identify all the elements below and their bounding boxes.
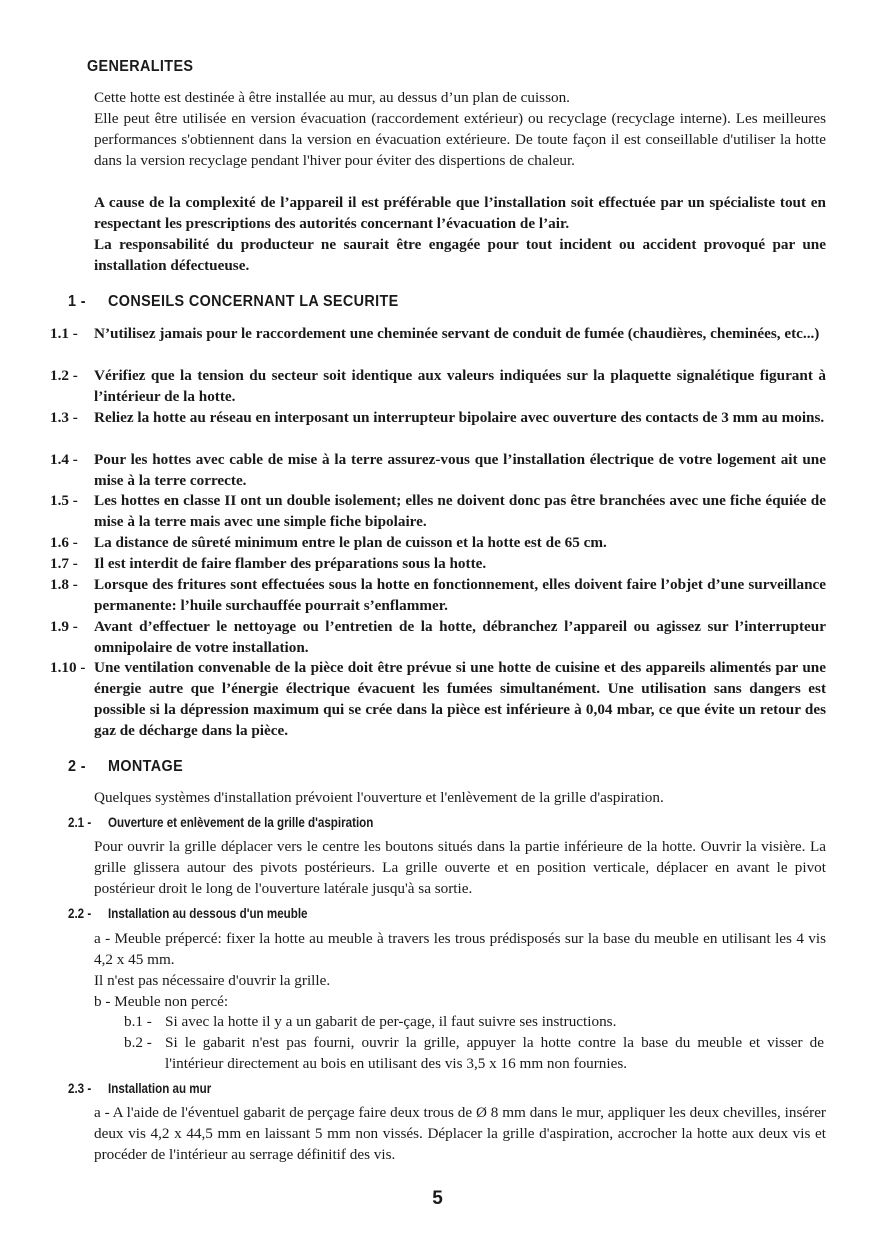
montage-heading-number: 2 - — [68, 758, 86, 775]
safety-item-text: Il est interdit de faire flamber des préparations sous la hotte. — [94, 555, 487, 572]
safety-item-number: 1.10 - — [50, 659, 86, 676]
section-2-3-title: Installation au mur — [108, 1081, 212, 1096]
safety-item — [50, 553, 826, 574]
securite-heading: CONSEILS CONCERNANT LA SECURITE — [108, 293, 399, 310]
safety-item — [50, 657, 826, 741]
safety-item-text: Vérifiez que la tension du secteur soit identique aux valeurs indiquées sur la plaquette signalétique figurant à l’intérieur de la hotte. — [94, 367, 826, 405]
item-b2-text: Si le gabarit n'est pas fourni, ouvrir la grille, appuyer la hotte contre la base du meuble et visser de l'intérieur directement au bois en utilisant des vis 3,5 x 16 mm non fournies. — [165, 1034, 824, 1072]
montage-intro: Quelques systèmes d'installation prévoient l'ouverture et l'enlèvement de la grille d'aspiration. — [94, 789, 664, 806]
generalites-heading: GENERALITES — [87, 58, 194, 75]
safety-item-text: Reliez la hotte au réseau en interposant un interrupteur bipolaire avec ouverture des contacts de 3 mm au moins. — [94, 409, 825, 426]
securite-heading-number: 1 - — [68, 293, 86, 310]
safety-item — [50, 323, 826, 344]
safety-item-number: 1.1 - — [50, 325, 78, 342]
section-2-3-number: 2.3 - — [68, 1081, 92, 1096]
section-2-2-item-b2 — [124, 1032, 824, 1074]
safety-item — [50, 490, 826, 532]
safety-item-text: La distance de sûreté minimum entre le plan de cuisson et la hotte est de 65 cm. — [94, 534, 607, 551]
generalites-paragraph-3: A cause de la complexité de l’appareil il est préférable que l’installation soit effectuée par un spécialiste tout en respectant les prescriptions des autorités concernant l’évacuation de l’air. — [94, 194, 826, 232]
safety-item-number: 1.2 - — [50, 367, 78, 384]
safety-item-number: 1.8 - — [50, 576, 78, 593]
safety-item-text: N’utilisez jamais pour le raccordement une cheminée servant de conduit de fumée (chaudières, cheminées, etc...) — [94, 325, 820, 342]
safety-item-text: Lorsque des fritures sont effectuées sous la hotte en fonctionnement, elles doivent faire l’objet d’une surveillance permanente: l’huile surchauffée pourrait s’enflammer. — [94, 576, 826, 614]
generalites-paragraph-1: Cette hotte est destinée à être installée au mur, au dessus d’un plan de cuisson. — [94, 89, 570, 106]
section-2-2-item-b: b - Meuble non percé: — [94, 993, 229, 1010]
safety-item-number: 1.4 - — [50, 451, 78, 468]
section-2-2-number: 2.2 - — [68, 906, 92, 921]
safety-item-number: 1.9 - — [50, 618, 78, 635]
section-2-2-note: Il n'est pas nécessaire d'ouvrir la grille. — [94, 972, 331, 989]
item-b1-number: b.1 - — [124, 1013, 152, 1030]
montage-heading: MONTAGE — [108, 758, 184, 775]
safety-item-number: 1.3 - — [50, 409, 78, 426]
generalites-paragraph-2: Elle peut être utilisée en version évacuation (raccordement extérieur) ou recyclage (recyclage interne). Les meilleures performances s'obtiennent dans la version en évacuation extérieure. De toute façon il est conseillable d'utiliser la hotte dans la version recyclage pendant l'hiver pour éviter des dispertions de chaleur. — [94, 110, 826, 169]
safety-item — [50, 365, 826, 407]
section-2-1-text: Pour ouvrir la grille déplacer vers le centre les boutons situés dans la partie inférieure de la hotte. Ouvrir la visière. La grille glissera autour des pivots postérieurs. La grille ouverte et en position verticale, déplacer en avant le pivot postérieur droit le long de l'ouverture latérale jusqu'à sa sortie. — [94, 838, 826, 897]
item-b1-text: Si avec la hotte il y a un gabarit de per-çage, il faut suivre ses instructions. — [165, 1013, 617, 1030]
section-2-2-item-a: a - Meuble prépercé: fixer la hotte au meuble à travers les trous prédisposés sur la base du meuble en utilisant les 4 vis 4,2 x 45 mm. — [94, 930, 826, 968]
safety-item-number: 1.6 - — [50, 534, 78, 551]
safety-item — [50, 574, 826, 616]
safety-item — [50, 616, 826, 658]
safety-item-text: Une ventilation convenable de la pièce doit être prévue si une hotte de cuisine et des appareils alimentés par une énergie autre que l’énergie électrique évacuent les fumées simultanément. Une utilisation sans dangers est possible si la dépression maximum qui se crée dans la pièce est inférieure à 0,04 mbar, ce que évite un retour des gaz de décharge dans la pièce. — [94, 659, 826, 739]
section-2-1-title: Ouverture et enlèvement de la grille d'aspiration — [108, 815, 374, 830]
section-2-2-title: Installation au dessous d'un meuble — [108, 906, 308, 921]
section-2-3-item-a: a - A l'aide de l'éventuel gabarit de perçage faire deux trous de Ø 8 mm dans le mur, appliquer les deux chevilles, insérer deux vis 4,2 x 44,5 mm en laissant 5 mm non vissés. Déplacer la grille d'aspiration, accrocher la hotte aux deux vis et procéder de l'intérieur au serrage définitif des vis. — [94, 1104, 826, 1163]
safety-item-number: 1.5 - — [50, 492, 78, 509]
safety-item-text: Pour les hottes avec cable de mise à la terre assurez-vous que l’installation électrique de votre logement ait une mise à la terre correcte. — [94, 451, 826, 489]
safety-item — [50, 532, 826, 553]
generalites-paragraph-4: La responsabilité du producteur ne saurait être engagée pour tout incident ou accident provoqué par une installation défectueuse. — [94, 236, 826, 274]
page-number: 5 — [432, 1188, 443, 1209]
safety-item-text: Les hottes en classe II ont un double isolement; elles ne doivent donc pas être branchées avec une fiche équiée de mise à la terre mais avec une simple fiche bipolaire. — [94, 492, 826, 530]
safety-item — [50, 407, 826, 428]
safety-item-number: 1.7 - — [50, 555, 78, 572]
section-2-2-item-b1 — [124, 1011, 824, 1032]
safety-item — [50, 449, 826, 491]
item-b2-number: b.2 - — [124, 1034, 152, 1051]
section-2-1-number: 2.1 - — [68, 815, 92, 830]
safety-item-text: Avant d’effectuer le nettoyage ou l’entretien de la hotte, débranchez l’appareil ou agissez sur l’interrupteur omnipolaire de votre installation. — [94, 618, 826, 656]
